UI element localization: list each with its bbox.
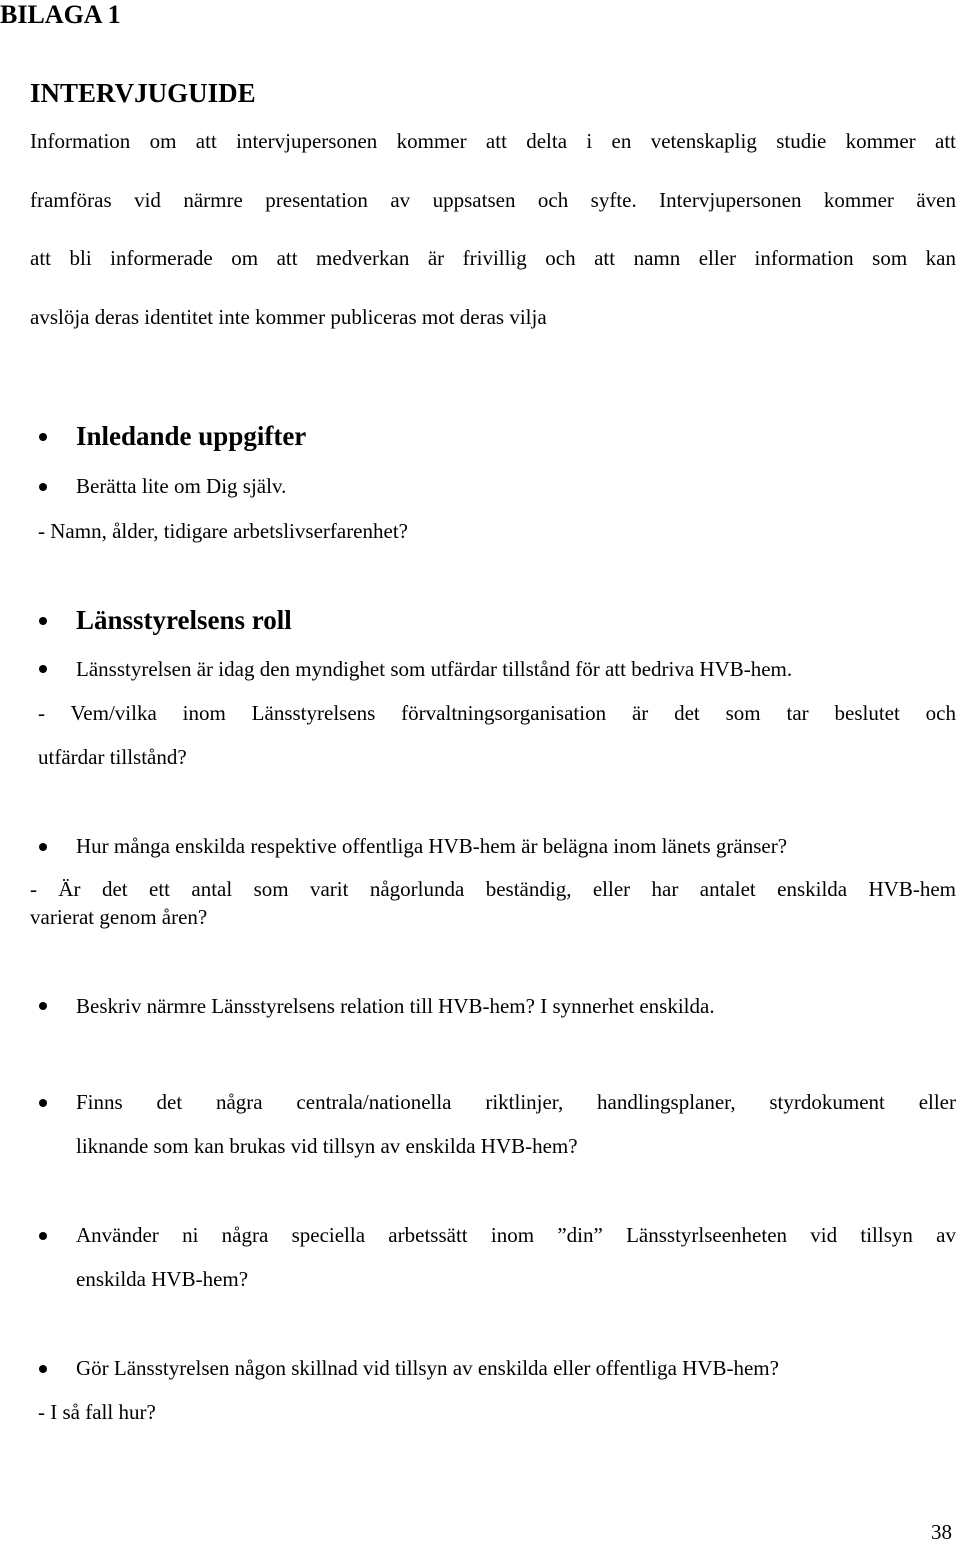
question-item: Gör Länsstyrelsen någon skillnad vid tillsyn av enskilda eller offentliga HVB-hem?: [76, 1356, 779, 1380]
bullet-icon: [39, 1232, 47, 1240]
bullet-icon: [39, 665, 47, 673]
bullet-icon: [39, 1002, 47, 1010]
intro-line: avslöja deras identitet inte kommer publiceras mot deras vilja: [30, 305, 547, 329]
section-heading-inledande: Inledande uppgifter: [76, 421, 307, 451]
intro-line: att bli informerade om att medverkan är frivillig och att namn eller information som kan: [30, 246, 956, 270]
bullet-icon: [39, 617, 47, 625]
question-item-cont: enskilda HVB-hem?: [76, 1267, 249, 1291]
appendix-label: BILAGA 1: [0, 0, 121, 29]
bullet-icon: [39, 483, 47, 491]
intro-line: framföras vid närmre presentation av uppsatsen och syfte. Intervjupersonen kommer även: [30, 188, 956, 212]
question-item: Berätta lite om Dig själv.: [76, 474, 287, 498]
page-number: 38: [931, 1520, 952, 1544]
follow-up-question: - Vem/vilka inom Länsstyrelsens förvaltningsorganisation är det som tar beslutet och: [38, 701, 956, 725]
bullet-icon: [39, 843, 47, 851]
bullet-icon: [39, 433, 47, 441]
page-title: INTERVJUGUIDE: [30, 78, 256, 108]
question-item: Beskriv närmre Länsstyrelsens relation till HVB-hem? I synnerhet enskilda.: [76, 994, 715, 1018]
bullet-icon: [39, 1365, 47, 1373]
intro-line: Information om att intervjupersonen kommer att delta i en vetenskaplig studie kommer att: [30, 129, 956, 153]
question-item: Finns det några centrala/nationella riktlinjer, handlingsplaner, styrdokument eller: [76, 1090, 956, 1114]
question-item-cont: liknande som kan brukas vid tillsyn av enskilda HVB-hem?: [76, 1134, 578, 1158]
follow-up-question: - Är det ett antal som varit någorlunda beständig, eller har antalet enskilda HVB-hem: [30, 877, 956, 901]
follow-up-question-cont: varierat genom åren?: [30, 905, 208, 929]
follow-up-question: - Namn, ålder, tidigare arbetslivserfarenhet?: [38, 519, 408, 543]
follow-up-question-cont: utfärdar tillstånd?: [38, 745, 187, 769]
bullet-icon: [39, 1099, 47, 1107]
follow-up-question: - I så fall hur?: [38, 1400, 156, 1424]
question-item: Länsstyrelsen är idag den myndighet som utfärdar tillstånd för att bedriva HVB-hem.: [76, 657, 793, 681]
question-item: Hur många enskilda respektive offentliga HVB-hem är belägna inom länets gränser?: [76, 834, 788, 858]
section-heading-lansstyrelsens-roll: Länsstyrelsens roll: [76, 605, 292, 635]
question-item: Använder ni några speciella arbetssätt inom ”din” Länsstyrlseenheten vid tillsyn av: [76, 1223, 956, 1247]
